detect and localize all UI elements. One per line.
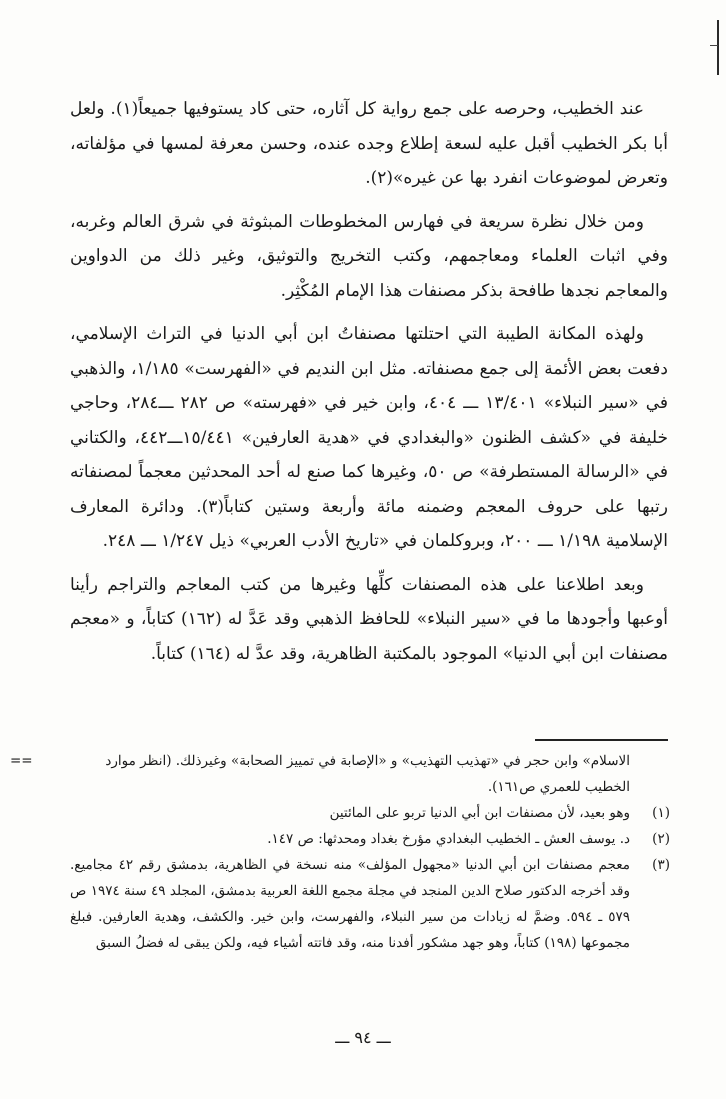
paragraph-3: ولهذه المكانة الطيبة التي احتلتها مصنفاتُ ابن أبي الدنيا في التراث الإسلامي، دفعت بعض الأئمة إلى جمع مصنفاته. مثل ابن النديم في «الفهرست» ١/١٨٥، والذهبي في «سير النبلاء» ١٣/٤٠١ ـــ ٤٠٤، وابن خير في «فهرسته» ص ٢٨٢ ـــ٢٨٤، وحاجي خليفة في «كشف الظنون «والبغدادي في «هدية العارفين» ١٥/٤٤١ـــ٤٤٢، والكتاني في «الرسالة المستطرفة» ص ٥٠، وغيرها كما صنع له أحد المحدثين معجماً لمصنفاته رتبها على حروف المعجم وضمنه مائة وأربعة وستين كتاباً(٣). ودائرة المعارف الإسلامية ١/١٩٨ ـــ ٢٠٠، وبروكلمان في «تاريخ الأدب العربي» ذيل ١/٢٤٧ ـــ ٢٤٨. [70, 324, 668, 551]
paragraph-4: وبعد اطلاعنا على هذه المصنفات كلِّها وغيرها من كتب المعاجم والتراجم رأينا أوعبها وأجودها ما في «سير النبلاء» للحافظ الذهبي وقد عَدَّ له (١٦٢) كتاباً، و «معجم مصنفات ابن أبي الدنيا» الموجود بالمكتبة الظاهرية، وقد عدَّ له (١٦٤) كتاباً. [70, 574, 668, 664]
footnote-separator [535, 739, 668, 741]
footnote-number: (٣) [652, 857, 670, 873]
page-number: ـــ ٩٤ ـــ [335, 1028, 391, 1047]
footnote-1 [70, 800, 670, 826]
footnote-number: (١) [652, 805, 670, 821]
paragraph-1: عند الخطيب، وحرصه على جمع رواية كل آثاره، حتى كاد يستوفيها جميعاً(١). ولعل أبا بكر الخطيب أقبل عليه لسعة إطلاع وجده عنده، وحسن معرفة لمسها في مؤلفاته، وتعرض لموضوعات انفرد بها عن غيره»(٢). [70, 99, 668, 188]
footnote-number: (٢) [652, 831, 670, 847]
main-text-block [70, 92, 668, 680]
footnote-2 [70, 826, 670, 852]
page-edge-tick [710, 45, 718, 46]
page-edge-line [717, 20, 719, 75]
continuation-text: الاسلام» وابن حجر في «تهذيب التهذيب» و «الإصابة في تمييز الصحابة» وغيرذلك. (انظر موارد الخطيب للعمري ص١٦١). [105, 753, 630, 795]
footnote-continuation [10, 748, 670, 800]
footnotes-block [10, 748, 670, 956]
footnote-text: معجم مصنفات ابن أبي الدنيا «مجهول المؤلف» منه نسخة في الظاهرية، بدمشق رقم ٤٢ مجاميع. وقد أخرجه الدكتور صلاح الدين المنجد في مجلة مجمع اللغة العربية بدمشق، المجلد ٤٩ سنة ١٩٧٤ ص ٥٧٩ ـ ٥٩٤. وضمَّ له زيادات من سير النبلاء، والفهرست، وابن خير. والكشف، وهدية العارفين. فبلغ مجموعها (١٩٨) كتاباً، وهو جهد مشكور أفدنا منه، وقد فاتته أشياء فيه، ولكن يبقى له فضلُ السبق [70, 857, 631, 951]
footnote-text: د. يوسف العش ـ الخطيب البغدادي مؤرخ بغداد ومحدثها: ص ١٤٧. [267, 831, 630, 847]
footnote-text: وهو بعيد، لأن مصنفات ابن أبي الدنيا تربو على المائتين [329, 805, 630, 821]
continuation-marker: == [10, 753, 33, 769]
footnote-3 [70, 852, 670, 956]
paragraph-2: ومن خلال نظرة سريعة في فهارس المخطوطات المبثوثة في شرق العالم وغربه، وفي اثبات العلماء ومعاجمهم، وكتب التخريج والتوثيق، وغير ذلك من الدواوين والمعاجم نجدها طافحة بذكر مصنفات هذا الإمام المُكْثِر. [70, 211, 668, 301]
